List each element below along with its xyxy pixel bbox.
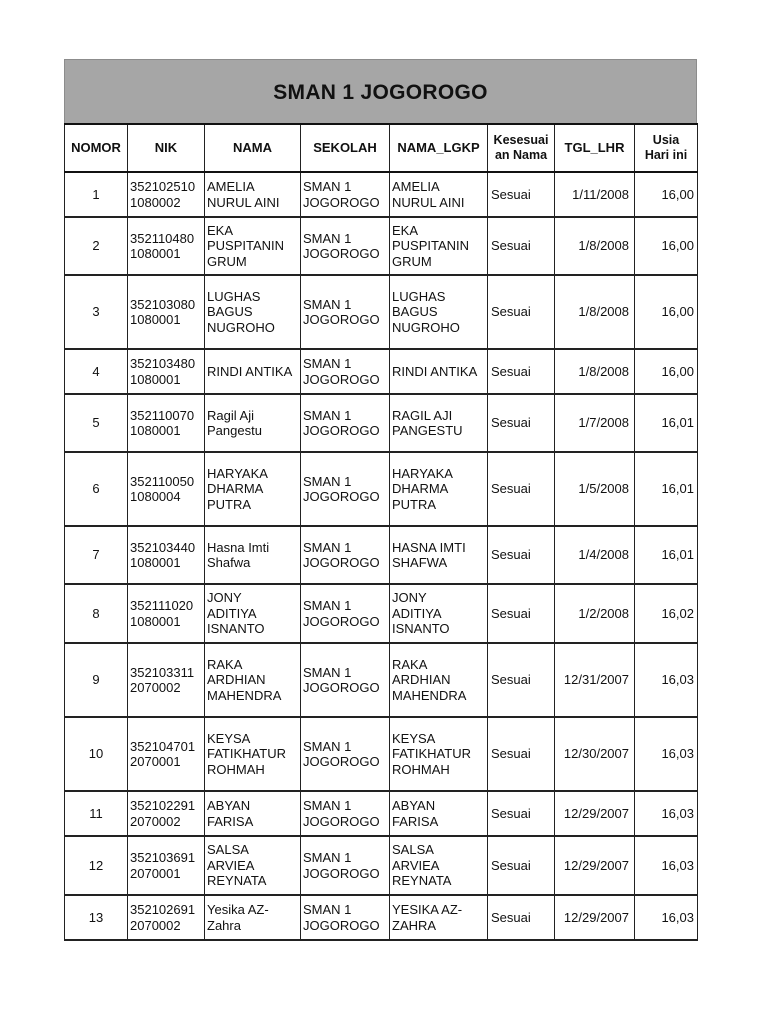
cell-kesesuaian: Sesuai — [488, 584, 555, 643]
cell-usia: 16,03 — [635, 643, 698, 717]
cell-nama-lgkp: RINDI ANTIKA — [390, 349, 488, 394]
cell-nama: Hasna Imti Shafwa — [205, 526, 301, 584]
col-header-tgl-lhr: TGL_LHR — [555, 124, 635, 172]
cell-nama-lgkp: HASNA IMTI SHAFWA — [390, 526, 488, 584]
cell-nik: 352103440 1080001 — [128, 526, 205, 584]
cell-kesesuaian: Sesuai — [488, 452, 555, 526]
cell-nik: 352111020 1080001 — [128, 584, 205, 643]
cell-usia: 16,00 — [635, 349, 698, 394]
cell-usia: 16,03 — [635, 717, 698, 791]
cell-nik: 352102291 2070002 — [128, 791, 205, 836]
cell-nik: 352102691 2070002 — [128, 895, 205, 940]
table-row — [65, 394, 698, 452]
cell-tgl-lhr: 12/29/2007 — [555, 895, 635, 940]
cell-nama: ABYAN FARISA — [205, 791, 301, 836]
col-header-usia: Usia Hari ini — [635, 124, 698, 172]
cell-sekolah: SMAN 1 JOGOROGO — [301, 895, 390, 940]
col-header-kesesuaian: Kesesuai an Nama — [488, 124, 555, 172]
cell-nik: 352103480 1080001 — [128, 349, 205, 394]
cell-usia: 16,01 — [635, 394, 698, 452]
cell-usia: 16,00 — [635, 217, 698, 275]
table-row — [65, 791, 698, 836]
cell-tgl-lhr: 1/4/2008 — [555, 526, 635, 584]
col-header-sekolah: SEKOLAH — [301, 124, 390, 172]
table-row — [65, 526, 698, 584]
cell-sekolah: SMAN 1 JOGOROGO — [301, 394, 390, 452]
cell-nomor: 2 — [65, 217, 128, 275]
cell-sekolah: SMAN 1 JOGOROGO — [301, 584, 390, 643]
cell-nama: Yesika AZ- Zahra — [205, 895, 301, 940]
cell-sekolah: SMAN 1 JOGOROGO — [301, 217, 390, 275]
table-body — [65, 172, 698, 940]
cell-nama: Ragil Aji Pangestu — [205, 394, 301, 452]
cell-usia: 16,03 — [635, 836, 698, 895]
cell-kesesuaian: Sesuai — [488, 349, 555, 394]
cell-nomor: 1 — [65, 172, 128, 217]
table-row — [65, 717, 698, 791]
cell-sekolah: SMAN 1 JOGOROGO — [301, 526, 390, 584]
cell-nomor: 7 — [65, 526, 128, 584]
cell-nomor: 3 — [65, 275, 128, 349]
cell-nama: RAKA ARDHIAN MAHENDRA — [205, 643, 301, 717]
cell-kesesuaian: Sesuai — [488, 526, 555, 584]
cell-nik: 352103311 2070002 — [128, 643, 205, 717]
table-header-row — [65, 124, 698, 172]
cell-sekolah: SMAN 1 JOGOROGO — [301, 836, 390, 895]
table-row — [65, 895, 698, 940]
cell-nomor: 10 — [65, 717, 128, 791]
cell-nama: KEYSA FATIKHATUR ROHMAH — [205, 717, 301, 791]
cell-nik: 352110050 1080004 — [128, 452, 205, 526]
table-row — [65, 349, 698, 394]
cell-kesesuaian: Sesuai — [488, 172, 555, 217]
cell-nama-lgkp: ABYAN FARISA — [390, 791, 488, 836]
cell-nomor: 13 — [65, 895, 128, 940]
cell-nama: SALSA ARVIEA REYNATA — [205, 836, 301, 895]
cell-nama-lgkp: SALSA ARVIEA REYNATA — [390, 836, 488, 895]
cell-usia: 16,03 — [635, 791, 698, 836]
col-header-nama: NAMA — [205, 124, 301, 172]
table-row — [65, 275, 698, 349]
cell-nik: 352104701 2070001 — [128, 717, 205, 791]
cell-sekolah: SMAN 1 JOGOROGO — [301, 643, 390, 717]
cell-usia: 16,01 — [635, 526, 698, 584]
cell-kesesuaian: Sesuai — [488, 643, 555, 717]
cell-nama: RINDI ANTIKA — [205, 349, 301, 394]
cell-sekolah: SMAN 1 JOGOROGO — [301, 275, 390, 349]
cell-nomor: 4 — [65, 349, 128, 394]
cell-usia: 16,02 — [635, 584, 698, 643]
col-header-nik: NIK — [128, 124, 205, 172]
table-row — [65, 643, 698, 717]
cell-nama: JONY ADITIYA ISNANTO — [205, 584, 301, 643]
cell-nama: HARYAKA DHARMA PUTRA — [205, 452, 301, 526]
title-bar — [64, 59, 697, 123]
cell-tgl-lhr: 1/8/2008 — [555, 349, 635, 394]
cell-nama-lgkp: RAKA ARDHIAN MAHENDRA — [390, 643, 488, 717]
cell-tgl-lhr: 1/7/2008 — [555, 394, 635, 452]
cell-sekolah: SMAN 1 JOGOROGO — [301, 452, 390, 526]
table-row — [65, 217, 698, 275]
cell-tgl-lhr: 1/8/2008 — [555, 275, 635, 349]
cell-nama-lgkp: AMELIA NURUL AINI — [390, 172, 488, 217]
cell-nama: AMELIA NURUL AINI — [205, 172, 301, 217]
cell-usia: 16,01 — [635, 452, 698, 526]
cell-nama-lgkp: HARYAKA DHARMA PUTRA — [390, 452, 488, 526]
cell-kesesuaian: Sesuai — [488, 275, 555, 349]
cell-nama-lgkp: RAGIL AJI PANGESTU — [390, 394, 488, 452]
cell-usia: 16,00 — [635, 275, 698, 349]
cell-sekolah: SMAN 1 JOGOROGO — [301, 349, 390, 394]
table-row — [65, 172, 698, 217]
cell-kesesuaian: Sesuai — [488, 717, 555, 791]
cell-kesesuaian: Sesuai — [488, 791, 555, 836]
cell-kesesuaian: Sesuai — [488, 836, 555, 895]
cell-nama: EKA PUSPITANIN GRUM — [205, 217, 301, 275]
cell-nik: 352102510 1080002 — [128, 172, 205, 217]
cell-tgl-lhr: 1/2/2008 — [555, 584, 635, 643]
table-row — [65, 452, 698, 526]
cell-nomor: 9 — [65, 643, 128, 717]
spreadsheet-sheet — [64, 59, 697, 941]
cell-kesesuaian: Sesuai — [488, 895, 555, 940]
cell-nomor: 5 — [65, 394, 128, 452]
cell-nik: 352103080 1080001 — [128, 275, 205, 349]
cell-nik: 352110070 1080001 — [128, 394, 205, 452]
cell-nik: 352110480 1080001 — [128, 217, 205, 275]
cell-nomor: 12 — [65, 836, 128, 895]
student-table — [64, 123, 698, 941]
cell-tgl-lhr: 1/5/2008 — [555, 452, 635, 526]
cell-sekolah: SMAN 1 JOGOROGO — [301, 791, 390, 836]
cell-nama: LUGHAS BAGUS NUGROHO — [205, 275, 301, 349]
table-row — [65, 584, 698, 643]
cell-tgl-lhr: 1/8/2008 — [555, 217, 635, 275]
cell-tgl-lhr: 12/29/2007 — [555, 791, 635, 836]
cell-nama-lgkp: LUGHAS BAGUS NUGROHO — [390, 275, 488, 349]
cell-nomor: 6 — [65, 452, 128, 526]
cell-sekolah: SMAN 1 JOGOROGO — [301, 717, 390, 791]
cell-kesesuaian: Sesuai — [488, 394, 555, 452]
cell-nama-lgkp: KEYSA FATIKHATUR ROHMAH — [390, 717, 488, 791]
cell-nomor: 11 — [65, 791, 128, 836]
cell-usia: 16,03 — [635, 895, 698, 940]
table-row — [65, 836, 698, 895]
cell-tgl-lhr: 12/31/2007 — [555, 643, 635, 717]
cell-nama-lgkp: EKA PUSPITANIN GRUM — [390, 217, 488, 275]
sheet-title: SMAN 1 JOGOROGO — [273, 80, 488, 104]
cell-nik: 352103691 2070001 — [128, 836, 205, 895]
cell-tgl-lhr: 12/29/2007 — [555, 836, 635, 895]
cell-sekolah: SMAN 1 JOGOROGO — [301, 172, 390, 217]
cell-tgl-lhr: 12/30/2007 — [555, 717, 635, 791]
cell-nama-lgkp: YESIKA AZ- ZAHRA — [390, 895, 488, 940]
cell-nama-lgkp: JONY ADITIYA ISNANTO — [390, 584, 488, 643]
cell-kesesuaian: Sesuai — [488, 217, 555, 275]
cell-nomor: 8 — [65, 584, 128, 643]
col-header-nama-lgkp: NAMA_LGKP — [390, 124, 488, 172]
col-header-nomor: NOMOR — [65, 124, 128, 172]
cell-usia: 16,00 — [635, 172, 698, 217]
cell-tgl-lhr: 1/11/2008 — [555, 172, 635, 217]
